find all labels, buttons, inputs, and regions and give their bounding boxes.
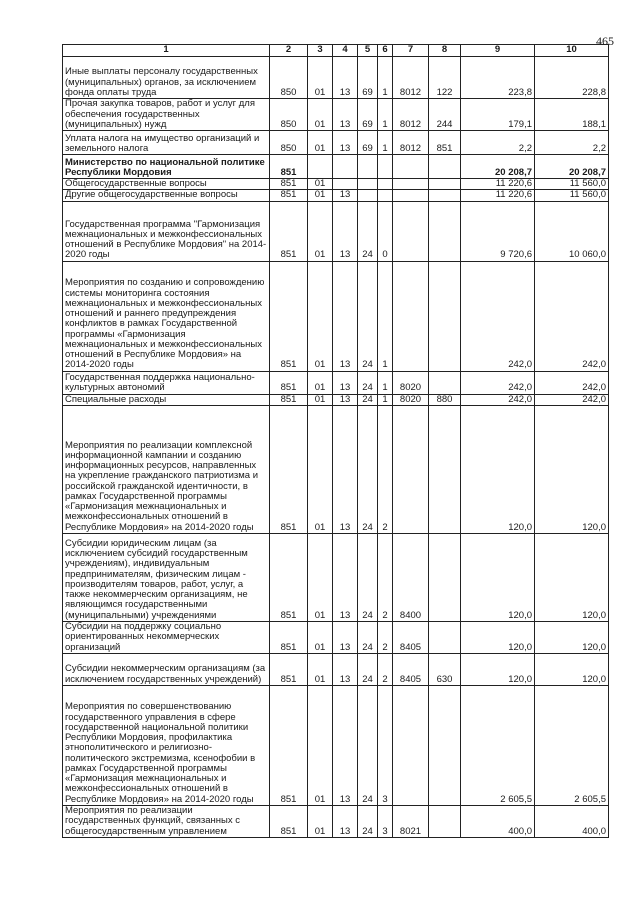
row-name-cell: Общегосударственные вопросы — [63, 179, 270, 190]
row-cell-col-10: 10 060,0 — [535, 201, 609, 261]
row-name-cell: Министерство по национальной политике Республики Мордовия — [63, 155, 270, 179]
row-cell-col-3: 01 — [308, 685, 333, 805]
row-cell-col-4: 13 — [333, 533, 358, 621]
row-cell-col-2: 850 — [270, 99, 308, 131]
row-cell-col-9: 242,0 — [461, 394, 535, 405]
header-col-4: 4 — [333, 45, 358, 57]
row-cell-col-8 — [429, 533, 461, 621]
row-cell-col-9: 179,1 — [461, 99, 535, 131]
row-cell-col-5: 24 — [358, 261, 378, 371]
row-cell-col-4: 13 — [333, 57, 358, 99]
row-cell-col-6: 1 — [378, 371, 393, 394]
row-name-cell: Мероприятия по совершенствованию государственного управления в сфере государственной национальной политики Республики Мордовия, профилактика этнополитического и религиозно-политического экстремизма, ксенофобии в рамках Государственной программы «Гармонизация межнациональных и межконфессиональных отношений в Республике Мордовия» на 2014-2020 годы — [63, 685, 270, 805]
row-cell-col-6 — [378, 190, 393, 201]
row-cell-col-7: 8400 — [393, 533, 429, 621]
row-cell-col-9: 9 720,6 — [461, 201, 535, 261]
row-cell-col-8 — [429, 805, 461, 837]
row-cell-col-7 — [393, 685, 429, 805]
row-cell-col-3: 01 — [308, 131, 333, 155]
row-cell-col-7: 8020 — [393, 394, 429, 405]
row-cell-col-4: 13 — [333, 99, 358, 131]
row-cell-col-10: 400,0 — [535, 805, 609, 837]
row-cell-col-4 — [333, 155, 358, 179]
page-number: 465 — [596, 34, 614, 48]
row-cell-col-7 — [393, 201, 429, 261]
row-name-cell: Мероприятия по созданию и сопровождению системы мониторинга состояния межнациональных и межконфессиональных отношений и раннего предупреждения конфликтов в рамках Государственной программы «Гармонизация межнациональных и межконфессиональных отношений в Республике Мордовия» на 2014-2020 годы — [63, 261, 270, 371]
row-name-cell: Мероприятия по реализации комплексной информационной кампании и созданию информационных ресурсов, направленных на укрепление гражданского патриотизма и российской гражданской идентичности, в рамках Государственной программы «Гармонизация межнациональных и межконфессиональных отношений в Республике Мордовия» на 2014-2020 годы — [63, 405, 270, 533]
table-body — [63, 57, 609, 838]
row-cell-col-7: 8405 — [393, 653, 429, 685]
row-cell-col-9: 120,0 — [461, 533, 535, 621]
row-cell-col-10: 2,2 — [535, 131, 609, 155]
budget-table — [62, 44, 609, 838]
row-cell-col-9: 120,0 — [461, 653, 535, 685]
row-cell-col-8 — [429, 179, 461, 190]
row-cell-col-5: 24 — [358, 394, 378, 405]
row-cell-col-10: 11 560,0 — [535, 190, 609, 201]
row-cell-col-3: 01 — [308, 533, 333, 621]
row-cell-col-2: 851 — [270, 190, 308, 201]
row-cell-col-6: 1 — [378, 99, 393, 131]
table-row — [63, 57, 609, 99]
row-cell-col-6: 1 — [378, 261, 393, 371]
row-cell-col-8 — [429, 405, 461, 533]
row-cell-col-2: 851 — [270, 685, 308, 805]
row-cell-col-7: 8405 — [393, 621, 429, 653]
row-cell-col-9: 2,2 — [461, 131, 535, 155]
row-cell-col-9: 120,0 — [461, 621, 535, 653]
row-cell-col-2: 851 — [270, 394, 308, 405]
row-cell-col-10: 242,0 — [535, 394, 609, 405]
row-cell-col-5: 69 — [358, 57, 378, 99]
row-cell-col-5: 24 — [358, 201, 378, 261]
row-name-cell: Государственная поддержка национально-культурных автономий — [63, 371, 270, 394]
row-cell-col-2: 851 — [270, 201, 308, 261]
table-row — [63, 131, 609, 155]
row-cell-col-7 — [393, 179, 429, 190]
header-col-8: 8 — [429, 45, 461, 57]
table-row — [63, 621, 609, 653]
header-col-7: 7 — [393, 45, 429, 57]
row-name-cell: Другие общегосударственные вопросы — [63, 190, 270, 201]
row-cell-col-4: 13 — [333, 201, 358, 261]
table-row — [63, 190, 609, 201]
row-cell-col-9: 2 605,5 — [461, 685, 535, 805]
header-col-2: 2 — [270, 45, 308, 57]
row-cell-col-9: 11 220,6 — [461, 179, 535, 190]
row-cell-col-8: 122 — [429, 57, 461, 99]
row-cell-col-5: 69 — [358, 99, 378, 131]
table-row — [63, 179, 609, 190]
row-cell-col-2: 851 — [270, 533, 308, 621]
row-cell-col-3: 01 — [308, 179, 333, 190]
row-cell-col-2: 851 — [270, 179, 308, 190]
row-cell-col-4: 13 — [333, 394, 358, 405]
row-cell-col-3: 01 — [308, 190, 333, 201]
table-row — [63, 99, 609, 131]
row-name-cell: Иные выплаты персоналу государственных (муниципальных) органов, за исключением фонда оплаты труда — [63, 57, 270, 99]
row-name-cell: Мероприятия по реализации государственных функций, связанных с общегосударственным управлением — [63, 805, 270, 837]
row-cell-col-6: 2 — [378, 405, 393, 533]
row-cell-col-2: 851 — [270, 405, 308, 533]
row-cell-col-8 — [429, 155, 461, 179]
row-cell-col-8 — [429, 190, 461, 201]
row-cell-col-4: 13 — [333, 653, 358, 685]
row-cell-col-3: 01 — [308, 201, 333, 261]
row-name-cell: Субсидии юридическим лицам (за исключением субсидий государственным учреждениям), индивидуальным предпринимателям, физическим лицам - производителям товаров, работ, услуг, а также некоммерческим организациям, не являющимся государственными (муниципальными) учреждениями — [63, 533, 270, 621]
row-cell-col-4: 13 — [333, 371, 358, 394]
row-cell-col-2: 851 — [270, 155, 308, 179]
row-cell-col-6: 0 — [378, 201, 393, 261]
row-cell-col-7 — [393, 190, 429, 201]
table-row — [63, 201, 609, 261]
row-cell-col-10: 120,0 — [535, 653, 609, 685]
row-name-cell: Субсидии некоммерческим организациям (за исключением государственных учреждений) — [63, 653, 270, 685]
row-name-cell: Субсидии на поддержку социально ориентированных некоммерческих организаций — [63, 621, 270, 653]
table-row — [63, 371, 609, 394]
row-cell-col-5 — [358, 190, 378, 201]
row-cell-col-6: 1 — [378, 57, 393, 99]
row-cell-col-6: 2 — [378, 653, 393, 685]
row-cell-col-5: 24 — [358, 371, 378, 394]
table-row — [63, 405, 609, 533]
row-cell-col-7 — [393, 155, 429, 179]
header-col-10: 10 — [535, 45, 609, 57]
row-cell-col-5: 24 — [358, 685, 378, 805]
row-cell-col-2: 851 — [270, 261, 308, 371]
row-cell-col-10: 188,1 — [535, 99, 609, 131]
table-row — [63, 653, 609, 685]
row-cell-col-5 — [358, 155, 378, 179]
table-row — [63, 805, 609, 837]
row-cell-col-4: 13 — [333, 805, 358, 837]
row-cell-col-8: 880 — [429, 394, 461, 405]
row-cell-col-7: 8021 — [393, 805, 429, 837]
row-cell-col-3: 01 — [308, 261, 333, 371]
row-cell-col-8: 851 — [429, 131, 461, 155]
row-cell-col-6: 1 — [378, 394, 393, 405]
row-cell-col-3: 01 — [308, 99, 333, 131]
row-cell-col-9: 400,0 — [461, 805, 535, 837]
row-cell-col-4: 13 — [333, 261, 358, 371]
row-cell-col-2: 851 — [270, 621, 308, 653]
row-cell-col-6 — [378, 155, 393, 179]
row-cell-col-2: 850 — [270, 131, 308, 155]
row-cell-col-3: 01 — [308, 805, 333, 837]
row-cell-col-10: 120,0 — [535, 533, 609, 621]
row-cell-col-4: 13 — [333, 621, 358, 653]
row-name-cell: Государственная программа "Гармонизация межнациональных и межконфессиональных отношений в Республике Мордовия" на 2014-2020 годы — [63, 201, 270, 261]
row-cell-col-6: 1 — [378, 131, 393, 155]
header-col-9: 9 — [461, 45, 535, 57]
row-cell-col-9: 223,8 — [461, 57, 535, 99]
row-cell-col-4: 13 — [333, 405, 358, 533]
row-cell-col-3 — [308, 155, 333, 179]
row-cell-col-8 — [429, 261, 461, 371]
header-col-1: 1 — [63, 45, 270, 57]
row-cell-col-3: 01 — [308, 405, 333, 533]
row-cell-col-7: 8012 — [393, 99, 429, 131]
row-cell-col-8 — [429, 685, 461, 805]
row-cell-col-3: 01 — [308, 653, 333, 685]
row-cell-col-7 — [393, 405, 429, 533]
row-cell-col-10: 11 560,0 — [535, 179, 609, 190]
row-cell-col-5: 24 — [358, 653, 378, 685]
row-cell-col-3: 01 — [308, 57, 333, 99]
row-cell-col-7: 8012 — [393, 131, 429, 155]
row-cell-col-5: 24 — [358, 533, 378, 621]
row-cell-col-6: 2 — [378, 533, 393, 621]
row-cell-col-10: 2 605,5 — [535, 685, 609, 805]
row-name-cell: Специальные расходы — [63, 394, 270, 405]
row-cell-col-3: 01 — [308, 394, 333, 405]
row-cell-col-7: 8012 — [393, 57, 429, 99]
table-row — [63, 394, 609, 405]
row-cell-col-5 — [358, 179, 378, 190]
row-cell-col-7 — [393, 261, 429, 371]
row-cell-col-8: 630 — [429, 653, 461, 685]
row-cell-col-10: 242,0 — [535, 261, 609, 371]
row-name-cell: Уплата налога на имущество организаций и земельного налога — [63, 131, 270, 155]
row-cell-col-9: 242,0 — [461, 371, 535, 394]
table-row — [63, 685, 609, 805]
row-cell-col-4 — [333, 179, 358, 190]
row-cell-col-5: 69 — [358, 131, 378, 155]
row-cell-col-5: 24 — [358, 405, 378, 533]
row-cell-col-7: 8020 — [393, 371, 429, 394]
table-row — [63, 261, 609, 371]
row-cell-col-6: 2 — [378, 621, 393, 653]
row-cell-col-8 — [429, 621, 461, 653]
row-cell-col-10: 242,0 — [535, 371, 609, 394]
row-cell-col-8: 244 — [429, 99, 461, 131]
row-cell-col-3: 01 — [308, 371, 333, 394]
row-cell-col-10: 20 208,7 — [535, 155, 609, 179]
row-cell-col-4: 13 — [333, 131, 358, 155]
row-cell-col-6: 3 — [378, 805, 393, 837]
row-cell-col-2: 851 — [270, 653, 308, 685]
row-cell-col-4: 13 — [333, 685, 358, 805]
row-cell-col-9: 20 208,7 — [461, 155, 535, 179]
header-col-3: 3 — [308, 45, 333, 57]
row-cell-col-3: 01 — [308, 621, 333, 653]
row-cell-col-6 — [378, 179, 393, 190]
row-cell-col-10: 228,8 — [535, 57, 609, 99]
row-cell-col-2: 851 — [270, 371, 308, 394]
row-cell-col-9: 242,0 — [461, 261, 535, 371]
row-cell-col-5: 24 — [358, 621, 378, 653]
row-name-cell: Прочая закупка товаров, работ и услуг для обеспечения государственных (муниципальных) нужд — [63, 99, 270, 131]
row-cell-col-6: 3 — [378, 685, 393, 805]
row-cell-col-4: 13 — [333, 190, 358, 201]
header-col-6: 6 — [378, 45, 393, 57]
header-row — [63, 45, 609, 57]
row-cell-col-2: 851 — [270, 805, 308, 837]
row-cell-col-8 — [429, 201, 461, 261]
row-cell-col-5: 24 — [358, 805, 378, 837]
row-cell-col-8 — [429, 371, 461, 394]
row-cell-col-9: 120,0 — [461, 405, 535, 533]
row-cell-col-9: 11 220,6 — [461, 190, 535, 201]
header-col-5: 5 — [358, 45, 378, 57]
row-cell-col-10: 120,0 — [535, 621, 609, 653]
row-cell-col-2: 850 — [270, 57, 308, 99]
row-cell-col-10: 120,0 — [535, 405, 609, 533]
table-row — [63, 533, 609, 621]
table-row — [63, 155, 609, 179]
